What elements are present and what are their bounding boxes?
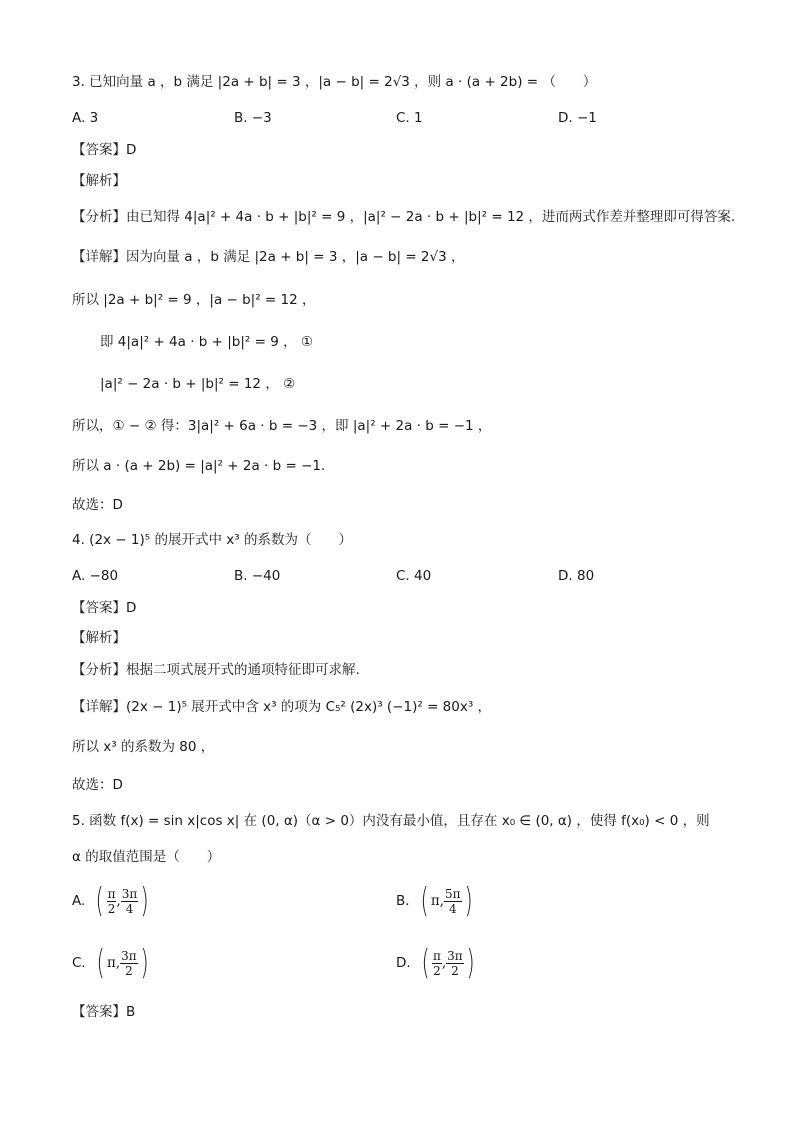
q5-option-d: D. ( $\frac{\pi}{2}$ , $\frac{3\pi}{2}$ ) [396, 943, 475, 983]
q3-step2: 即 4|a|² + 4a · b + |b|² = 9 ， ① [100, 334, 314, 350]
denominator: 2 [125, 963, 133, 978]
q4-xiangjie: 【详解】(2x − 1)⁵ 展开式中含 x³ 的项为 C₅² (2x)³ (−1)² = 80x³ ， [72, 699, 492, 715]
q4-fenxi: 【分析】根据二项式展开式的通项特征即可求解. [72, 662, 360, 678]
denominator: 2 [451, 963, 459, 978]
fraction [432, 949, 442, 978]
q3-choice: 故选：D [72, 497, 123, 513]
q4-option-a: A. −80 [72, 568, 119, 584]
q5-option-d-label: D. [396, 955, 411, 971]
q4-step1: 所以 x³ 的系数为 80 ， [72, 739, 215, 755]
q3-step4: 所以，① − ② 得：3|a|² + 6a · b = −3 ，即 |a|² + 2a · b = −1 ， [72, 418, 492, 434]
q3-analysis-head: 【解析】 [72, 173, 126, 189]
q3-option-c: C. 1 [396, 110, 423, 126]
q3-option-a: A. 3 [72, 110, 99, 126]
q4-choice: 故选：D [72, 777, 123, 793]
q5-option-a-label: A. [72, 893, 86, 909]
q3-step5: 所以 a · (a + 2b) = |a|² + 2a · b = −1. [72, 458, 326, 474]
numerator: 3π [447, 948, 463, 963]
fraction [121, 887, 139, 916]
q3-option-b: B. −3 [234, 110, 272, 126]
q5-option-b-label: B. [396, 893, 410, 909]
fraction [107, 887, 117, 916]
numerator: π [432, 948, 441, 963]
q5-stem-line1: 5. 函数 f(x) = sin x|cos x| 在 (0, α)（α > 0）内没有最小值，且存在 x₀ ∈ (0, α) ，使得 f(x₀) < 0 ，则 [72, 813, 710, 829]
numerator: π [107, 886, 116, 901]
left-paren: ( [421, 943, 430, 983]
q4-analysis-head: 【解析】 [72, 630, 126, 646]
denominator: 4 [448, 901, 457, 916]
right-paren: ) [140, 881, 149, 921]
q4-stem: 4. (2x − 1)⁵ 的展开式中 x³ 的系数为（ ） [72, 532, 352, 548]
right-paren: ) [466, 943, 475, 983]
q5-answer: 【答案】B [72, 1004, 136, 1020]
denominator: 4 [125, 901, 134, 916]
q3-step3: |a|² − 2a · b + |b|² = 12 ， ② [100, 376, 296, 392]
q3-xiangjie: 【详解】因为向量 a ，b 满足 |2a + b| = 3 ，|a − b| = 2√3 ， [72, 249, 465, 265]
q5-option-a: A. ( $\frac{\pi}{2}$ , $\frac{3\pi}{4}$ ) [72, 881, 149, 921]
left-paren: ( [96, 943, 105, 983]
left-paren: ( [95, 881, 104, 921]
q4-option-b: B. −40 [234, 568, 281, 584]
q4-answer: 【答案】D [72, 600, 137, 616]
interval-left: π, [106, 955, 121, 971]
left-paren: ( [420, 881, 429, 921]
q4-option-c: C. 40 [396, 568, 432, 584]
right-paren: ) [464, 881, 473, 921]
fraction [446, 949, 464, 978]
q3-stem: 3. 已知向量 a ，b 满足 |2a + b| = 3 ，|a − b| = 2√3 ，则 a · (a + 2b) = （ ） [72, 74, 597, 90]
interval-left: π, [430, 893, 444, 909]
q3-answer: 【答案】D [72, 142, 137, 158]
fraction [120, 949, 138, 978]
denominator: 2 [107, 901, 116, 916]
q3-option-d: D. −1 [558, 110, 597, 126]
q3-fenxi: 【分析】由已知得 4|a|² + 4a · b + |b|² = 9 ，|a|² − 2a · b + |b|² = 12 ，进而两式作差并整理即可得答案. [72, 209, 736, 225]
q5-option-c [72, 943, 151, 983]
q5-option-b [396, 881, 475, 921]
q5-stem-line2: α 的取值范围是（ ） [72, 849, 221, 865]
fraction [444, 887, 462, 916]
numerator: 3π [121, 886, 138, 901]
right-paren: ) [140, 943, 149, 983]
denominator: 2 [433, 963, 441, 978]
numerator: 3π [121, 948, 137, 963]
q5-option-c-label: C. [72, 955, 86, 971]
q3-step1: 所以 |2a + b|² = 9 ，|a − b|² = 12 ， [72, 292, 316, 308]
numerator: 5π [445, 886, 461, 901]
q4-option-d: D. 80 [558, 568, 595, 584]
